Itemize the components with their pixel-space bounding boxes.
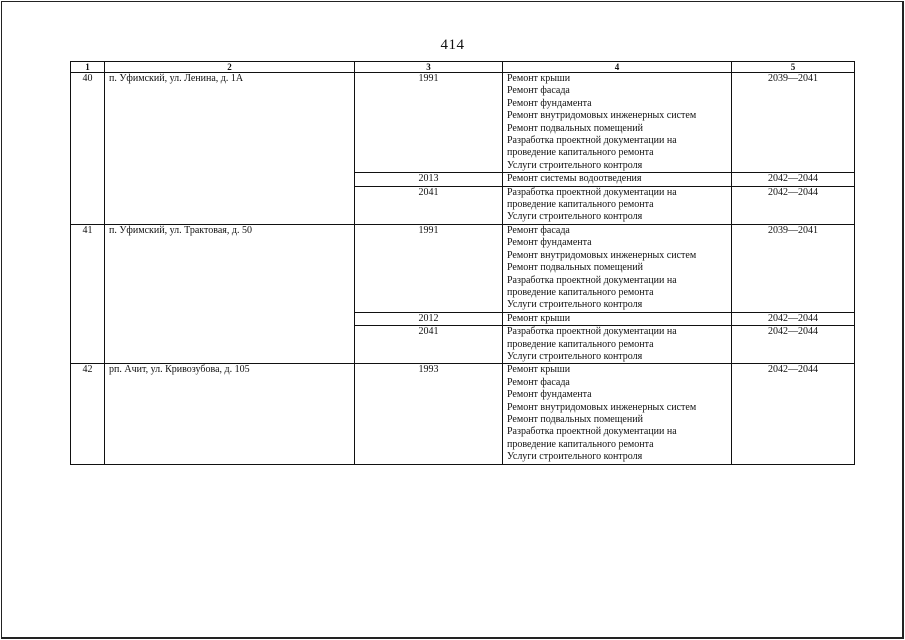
work-item: Ремонт крыши — [507, 312, 571, 324]
work-item: Услуги строительного контроля — [507, 299, 643, 311]
entry-works — [503, 326, 732, 364]
work-item: Разработка проектной документации на — [507, 186, 677, 198]
work-item: Разработка проектной документации на — [507, 426, 677, 438]
entry-period: 2039—2041 — [732, 224, 855, 312]
work-item: проведение капитального ремонта — [507, 438, 654, 450]
work-item: проведение капитального ремонта — [507, 199, 654, 211]
work-item: Ремонт подвальных помещений — [507, 413, 643, 425]
work-item: Услуги строительного контроля — [507, 451, 643, 463]
entry-works — [503, 173, 732, 186]
entry-works — [503, 186, 732, 224]
entry-year: 2041 — [355, 326, 503, 364]
work-item: Ремонт фундамента — [507, 237, 592, 249]
object-number: 41 — [71, 224, 105, 363]
entry-year: 1993 — [355, 364, 503, 464]
entry-year: 2012 — [355, 312, 503, 325]
entry-works — [503, 73, 732, 173]
object-address: п. Уфимский, ул. Трактовая, д. 50 — [105, 224, 355, 363]
work-item: Ремонт фундамента — [507, 97, 592, 109]
work-item: Разработка проектной документации на — [507, 274, 677, 286]
entry-works — [503, 312, 732, 325]
work-item: Ремонт фасада — [507, 85, 570, 97]
column-header-5: 5 — [732, 62, 855, 73]
entry-year: 1991 — [355, 73, 503, 173]
object-number: 42 — [71, 364, 105, 464]
entry-period: 2039—2041 — [732, 73, 855, 173]
work-item: Услуги строительного контроля — [507, 211, 643, 223]
object-address: п. Уфимский, ул. Ленина, д. 1А — [105, 73, 355, 225]
work-item: Услуги строительного контроля — [507, 159, 643, 171]
entry-year: 1991 — [355, 224, 503, 312]
object-address: рп. Ачит, ул. Кривозубова, д. 105 — [105, 364, 355, 464]
work-item: Ремонт крыши — [507, 364, 571, 376]
work-item: Разработка проектной документации на — [507, 326, 677, 338]
work-item: Ремонт внутридомовых инженерных систем — [507, 249, 697, 261]
entry-year: 2041 — [355, 186, 503, 224]
table-body — [71, 73, 855, 465]
column-header-1: 1 — [71, 62, 105, 73]
column-header-4: 4 — [503, 62, 732, 73]
entry-works — [503, 224, 732, 312]
entry-period: 2042—2044 — [732, 326, 855, 364]
column-number-row — [71, 62, 855, 73]
work-item: Ремонт фасада — [507, 376, 570, 388]
column-header-2: 2 — [105, 62, 355, 73]
table-row — [71, 364, 855, 464]
work-item: Ремонт фасада — [507, 224, 570, 236]
work-item: проведение капитального ремонта — [507, 286, 654, 298]
work-item: Разработка проектной документации на — [507, 135, 677, 147]
column-header-3: 3 — [355, 62, 503, 73]
page-number: 414 — [440, 37, 465, 53]
entry-period: 2042—2044 — [732, 186, 855, 224]
work-item: Ремонт подвальных помещений — [507, 262, 643, 274]
entry-period: 2042—2044 — [732, 364, 855, 464]
work-item: Ремонт крыши — [507, 73, 571, 84]
work-item: проведение капитального ремонта — [507, 147, 654, 159]
entry-period: 2042—2044 — [732, 173, 855, 186]
work-item: Ремонт внутридомовых инженерных систем — [507, 110, 697, 122]
work-item: проведение капитального ремонта — [507, 338, 654, 350]
object-number: 40 — [71, 73, 105, 225]
work-item: Ремонт системы водоотведения — [507, 173, 642, 185]
work-item: Ремонт внутридомовых инженерных систем — [507, 401, 697, 413]
table-row — [71, 73, 855, 173]
work-item: Услуги строительного контроля — [507, 350, 643, 362]
table-row — [71, 224, 855, 312]
entry-works — [503, 364, 732, 464]
capital-repair-table — [70, 61, 855, 465]
entry-year: 2013 — [355, 173, 503, 186]
work-item: Ремонт подвальных помещений — [507, 122, 643, 134]
entry-period: 2042—2044 — [732, 312, 855, 325]
work-item: Ремонт фундамента — [507, 389, 592, 401]
